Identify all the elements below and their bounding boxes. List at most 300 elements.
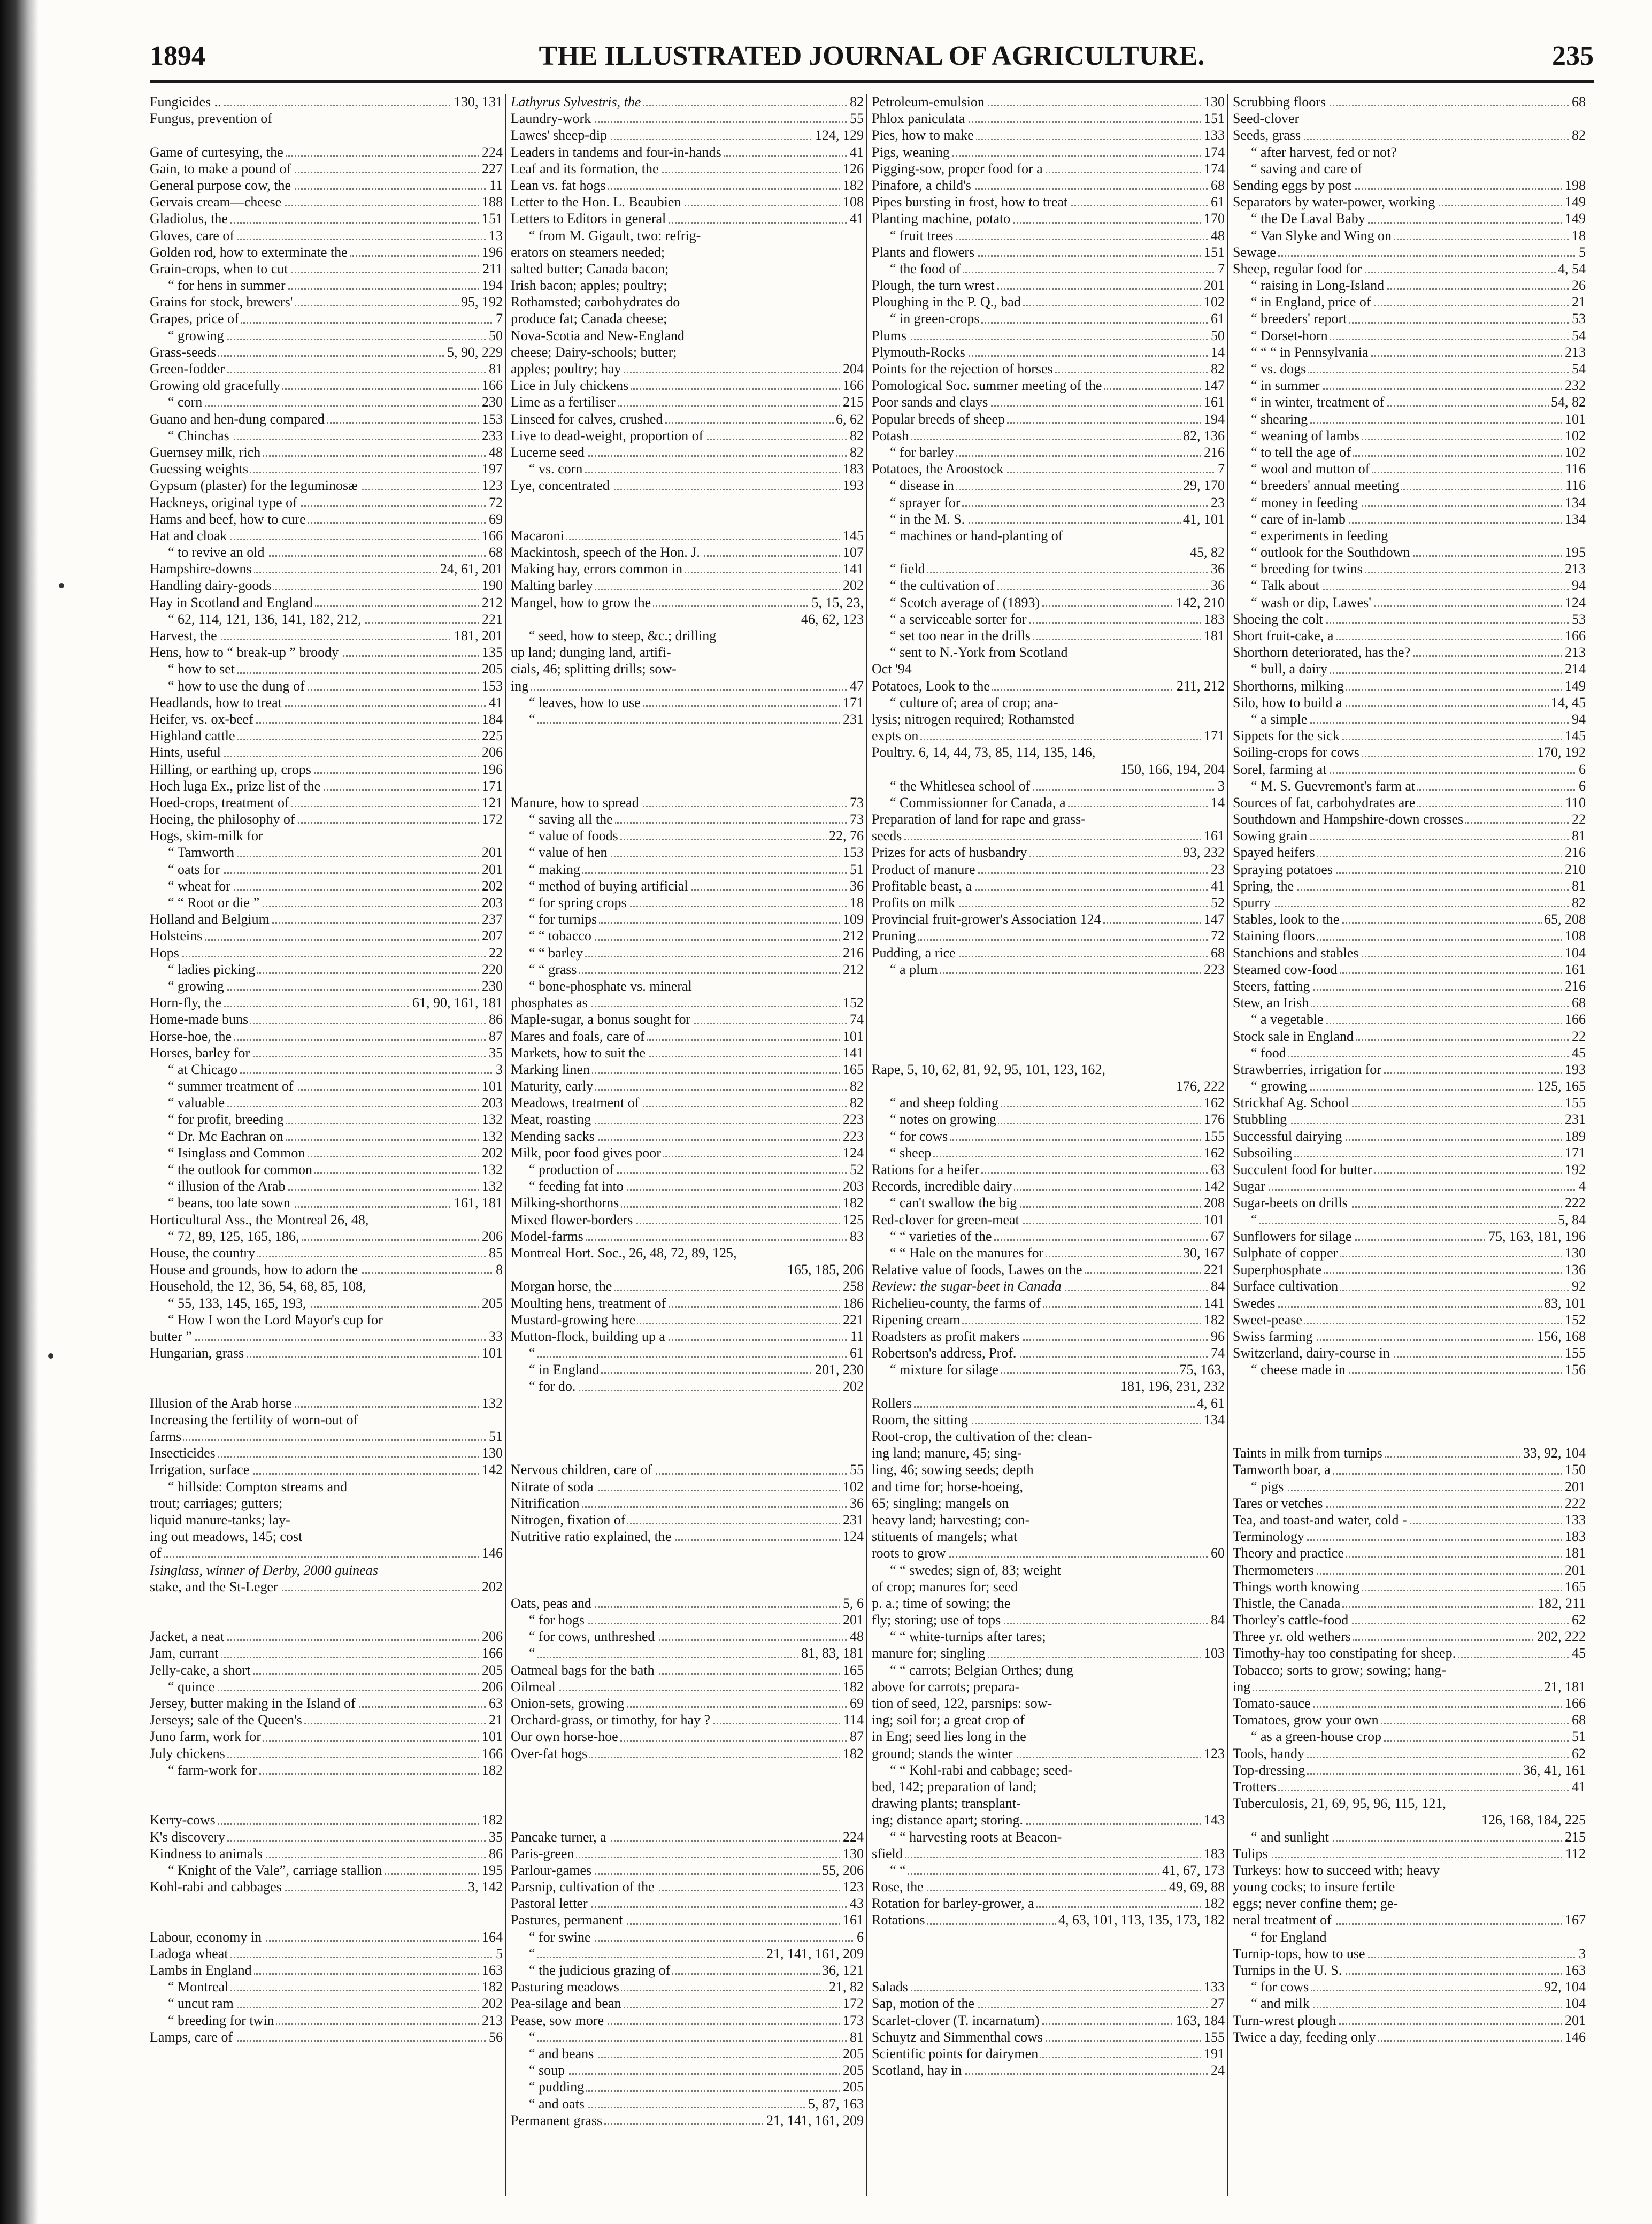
index-entry: [872, 1061, 1225, 1078]
entry-text: Jersey, butter making in the Island of: [150, 1696, 358, 1711]
index-entry: [872, 1878, 1225, 1895]
entry-text: Mackintosh, speech of the Hon. J.: [511, 545, 702, 560]
entry-text: Tares or vetches: [1233, 1496, 1325, 1511]
entry-text: Potatoes, Look to the: [872, 678, 992, 694]
page-reference: 220: [480, 961, 503, 978]
index-entry: [1233, 1145, 1586, 1161]
entry-text: Tea, and toast-and water, cold -: [1233, 1512, 1409, 1528]
entry-text: “ the food of: [872, 261, 963, 277]
index-entry: [511, 678, 864, 694]
page-reference: 215: [1563, 1829, 1586, 1845]
index-entry: [1233, 1762, 1586, 1778]
page-reference: 181, 201: [452, 627, 503, 644]
page-reference: 96: [1209, 1328, 1225, 1345]
entry-text: “ Isinglass and Common: [150, 1145, 307, 1161]
entry-text: “ for turnips: [511, 911, 599, 927]
index-entry: [1233, 294, 1586, 310]
index-entry: [1233, 878, 1586, 894]
index-entry: [150, 861, 503, 878]
page-reference: 123: [841, 1878, 864, 1895]
index-entry: [150, 411, 503, 427]
page-reference: 153: [841, 844, 864, 861]
section-gap: [150, 1612, 503, 1628]
index-entry: [511, 961, 864, 978]
page-reference: 54: [1570, 361, 1586, 377]
page-reference: 161: [841, 1912, 864, 1928]
entry-text: “ sprayer for: [872, 495, 962, 510]
entry-text: Terminology: [1233, 1529, 1307, 1544]
index-entry: [1233, 711, 1586, 727]
index-entry: [1233, 1595, 1586, 1612]
entry-text: “ Van Slyke and Wing on: [1233, 228, 1394, 243]
entry-text: Provincial fruit-grower's Association 124: [872, 911, 1103, 927]
entry-text: Household, the 12, 36, 54, 68, 85, 108,: [150, 1278, 368, 1294]
entry-text: “ field: [872, 561, 927, 577]
index-entry: [872, 927, 1225, 944]
entry-text: Holsteins: [150, 928, 204, 944]
index-entry: [872, 1812, 1225, 1828]
page-reference: 46, 62, 123: [799, 611, 864, 627]
entry-text: “ “ harvesting roots at Beacon-: [872, 1829, 1064, 1845]
index-entry: [511, 1962, 864, 1978]
page-reference: 149: [1563, 210, 1586, 227]
page-reference: 155: [1563, 1094, 1586, 1111]
page-reference: 203: [841, 1178, 864, 1194]
entry-text: “ in England, price of: [1233, 294, 1373, 310]
page-reference: 147: [1202, 377, 1225, 394]
page-reference: 82: [848, 94, 864, 110]
entry-text: 65; singling; mangels on: [872, 1496, 1011, 1511]
index-entry: [150, 1845, 503, 1862]
page-reference: 146: [480, 1545, 503, 1561]
page-reference: 114: [841, 1712, 864, 1728]
entry-text: “ in green-crops: [872, 311, 981, 326]
entry-text: “ “ “ in Pennsylvania: [1233, 344, 1371, 360]
page-reference: 55: [848, 1461, 864, 1478]
entry-text: “ cheese made in: [1233, 1362, 1348, 1377]
page-reference: 36, 41, 161: [1521, 1762, 1586, 1778]
page-reference: 110: [1563, 794, 1586, 811]
page-reference: 108: [841, 194, 864, 210]
entry-text: Hay in Scotland and England: [150, 595, 315, 610]
page-reference: 81: [1570, 878, 1586, 894]
index-entry: [150, 994, 503, 1011]
page-reference: 3, 142: [466, 1878, 503, 1895]
entry-text: Pastoral letter: [511, 1896, 590, 1911]
index-entry: [511, 2079, 864, 2095]
entry-text: “ pudding: [511, 2079, 586, 2095]
page-reference: 230: [480, 978, 503, 994]
index-entry: [511, 577, 864, 594]
page-reference: 208: [1202, 1194, 1225, 1211]
entry-text: ing; distance apart; storing.: [872, 1812, 1025, 1828]
page-reference: 166: [1563, 1011, 1586, 1027]
index-entry: [1233, 1962, 1586, 1978]
page-reference: 5: [494, 1945, 503, 1962]
page-reference: 61, 90, 161, 181: [410, 994, 503, 1011]
index-entry: [1233, 160, 1586, 177]
page-reference: 36: [1209, 577, 1225, 594]
page-reference: 21: [1570, 294, 1586, 310]
entry-text: Review: the sugar-beet in Canada: [872, 1278, 1064, 1294]
index-entry: [150, 1261, 503, 1278]
index-entry: [511, 1178, 864, 1194]
index-entry: [1233, 310, 1586, 327]
index-entry: [511, 1295, 864, 1312]
entry-text: Holland and Belgium: [150, 911, 272, 927]
index-entry: [511, 1612, 864, 1628]
page-reference: 191: [1202, 2045, 1225, 2062]
entry-text: Taints in milk from turnips: [1233, 1445, 1385, 1461]
entry-text: “: [511, 1345, 537, 1361]
entry-text: Silo, how to build a: [1233, 695, 1344, 710]
index-entry: [511, 811, 864, 827]
index-entry: [150, 561, 503, 577]
index-entry: [150, 1245, 503, 1261]
index-entry: [872, 594, 1225, 611]
page-reference: 22: [1570, 1028, 1586, 1045]
section-gap: [511, 778, 864, 794]
index-entry: [511, 177, 864, 194]
page-reference: 197: [480, 461, 503, 477]
entry-text: Pies, how to make: [872, 127, 976, 143]
page-reference: 104: [1563, 945, 1586, 961]
page-reference: 14, 45: [1549, 694, 1586, 711]
index-entry: [511, 1328, 864, 1345]
entry-text: Tomatoes, grow your own: [1233, 1712, 1381, 1728]
index-entry: [511, 1261, 864, 1278]
entry-text: “ the De Laval Baby: [1233, 211, 1367, 226]
entry-text: Grain-crops, when to cut: [150, 261, 290, 277]
page-reference: 161: [1202, 827, 1225, 844]
page-reference: 163: [480, 1962, 503, 1978]
index-entry: [150, 827, 503, 844]
entry-text: Horse-hoe, the: [150, 1029, 234, 1044]
page-reference: 211: [480, 260, 503, 277]
index-entry: [511, 1094, 864, 1111]
entry-text: “ a plum: [872, 962, 940, 977]
entry-text: “ 62, 114, 121, 136, 141, 182, 212,: [150, 611, 364, 627]
entry-text: Nervous children, care of: [511, 1462, 654, 1477]
section-gap: [872, 1929, 1225, 1945]
index-entry: [150, 811, 503, 827]
entry-text: Fungicides ..: [150, 94, 224, 110]
page-reference: 125, 165: [1535, 1078, 1586, 1094]
entry-text: Hogs, skim-milk for: [150, 828, 265, 843]
entry-text: Golden rod, how to exterminate the: [150, 244, 350, 260]
entry-text: Scarlet-clover (T. incarnatum): [872, 2013, 1042, 2028]
index-column-2: [511, 94, 864, 2196]
entry-text: of crop; manures for; seed: [872, 1579, 1020, 1594]
index-entry: [150, 1128, 503, 1145]
entry-text: “ for England: [1233, 1929, 1329, 1945]
entry-text: neral treatment of: [1233, 1912, 1334, 1928]
index-entry: [1233, 945, 1586, 961]
index-entry: [872, 1528, 1225, 1545]
index-entry: [511, 694, 864, 711]
entry-text: Robertson's address, Prof.: [872, 1345, 1018, 1361]
index-entry: [150, 1345, 503, 1361]
entry-text: “ sent to N.-York from Scotland: [872, 645, 1070, 660]
index-entry: [872, 844, 1225, 861]
page-reference: 156: [1563, 1361, 1586, 1378]
index-entry: [1233, 1878, 1586, 1895]
entry-text: Horses, barley for: [150, 1045, 252, 1061]
page-reference: 203: [480, 1094, 503, 1111]
index-entry: [872, 678, 1225, 694]
index-entry: [150, 1862, 503, 1878]
index-entry: [872, 1328, 1225, 1345]
entry-text: “ breeding for twin: [150, 2013, 276, 2028]
entry-text: manure for; singling: [872, 1645, 987, 1661]
entry-text: Thistle, the Canada: [1233, 1596, 1342, 1611]
section-gap: [511, 494, 864, 511]
index-entry: [511, 1061, 864, 1078]
index-entry: [872, 1545, 1225, 1561]
page-reference: 47: [848, 678, 864, 694]
index-entry: [511, 1378, 864, 1394]
page-reference: 161, 181: [452, 1194, 503, 1211]
entry-text: Profits on milk: [872, 895, 957, 910]
page-reference: 61: [848, 1345, 864, 1361]
entry-text: Irish bacon; apples; poultry;: [511, 278, 669, 293]
index-entry: [511, 310, 864, 327]
dot-leader: [872, 739, 1225, 740]
index-entry: [1233, 978, 1586, 994]
entry-text: “ value of foods: [511, 828, 620, 843]
page-reference: 68: [1570, 94, 1586, 110]
entry-text: Tuberculosis, 21, 69, 95, 96, 115, 121,: [1233, 1796, 1448, 1811]
index-entry: [872, 1578, 1225, 1595]
page-reference: 165: [1563, 1578, 1586, 1595]
page-reference: 45: [1570, 1045, 1586, 1061]
entry-text: Scrubbing floors: [1233, 94, 1328, 110]
entry-text: Tools, handy: [1233, 1746, 1307, 1761]
page-reference: 150: [1563, 1461, 1586, 1478]
page-reference: 85: [487, 1245, 503, 1261]
page-reference: 126, 168, 184, 225: [1479, 1812, 1586, 1828]
entry-text: Pancake turner, a: [511, 1829, 609, 1845]
index-entry: [872, 1662, 1225, 1678]
entry-text: “ a vegetable: [1233, 1011, 1326, 1027]
entry-text: Stock sale in England: [1233, 1029, 1356, 1044]
page-reference: 151: [1202, 110, 1225, 127]
page-reference: 134: [1563, 494, 1586, 511]
index-entry: [511, 827, 864, 844]
entry-text: “ to revive an old: [150, 545, 267, 560]
page-reference: 133: [1202, 1978, 1225, 1995]
entry-text: of: [150, 1545, 164, 1561]
entry-text: Rations for a heifer: [872, 1162, 981, 1177]
section-gap: [1233, 1395, 1586, 1412]
entry-text: young cocks; to insure fertile: [1233, 1879, 1397, 1895]
entry-text: Subsoiling: [1233, 1145, 1294, 1161]
index-entry: [872, 2045, 1225, 2062]
index-entry: [872, 1361, 1225, 1378]
index-entry: [150, 1178, 503, 1194]
entry-text: “ soup: [511, 2062, 567, 2078]
dot-leader: [1233, 1189, 1586, 1191]
index-entry: [150, 277, 503, 294]
index-entry: [872, 127, 1225, 143]
entry-text: Harvest, the: [150, 628, 219, 643]
entry-text: Gladiolus, the: [150, 211, 230, 226]
index-entry: [511, 1829, 864, 1845]
index-entry: [1233, 1728, 1586, 1745]
entry-text: salted butter; Canada bacon;: [511, 261, 671, 277]
entry-text: “: [511, 1645, 537, 1661]
index-entry: [1233, 1228, 1586, 1245]
page-reference: 221: [1202, 1261, 1225, 1278]
page-reference: 201: [1563, 1562, 1586, 1578]
index-entry: [150, 1695, 503, 1712]
index-entry: [150, 344, 503, 361]
ink-speck: [48, 1353, 53, 1359]
entry-text: Nutritive ratio explained, the: [511, 1529, 673, 1544]
index-entry: [872, 94, 1225, 110]
index-entry: [1233, 1328, 1586, 1345]
entry-text: Hens, how to “ break-up ” broody: [150, 645, 341, 660]
index-entry: [872, 794, 1225, 811]
page-reference: 161: [1563, 961, 1586, 978]
index-entry: [872, 1211, 1225, 1228]
entry-text: fly; storing; use of tops: [872, 1612, 1003, 1628]
entry-text: Three yr. old wethers: [1233, 1629, 1353, 1644]
page-reference: 165: [841, 1662, 864, 1678]
page-reference: 130, 131: [452, 94, 503, 110]
page-reference: 124: [1563, 594, 1586, 611]
index-entry: [511, 461, 864, 477]
page-reference: 231: [841, 1512, 864, 1528]
entry-text: roots to grow: [872, 1545, 948, 1561]
entry-text: Relative value of foods, Lawes on the: [872, 1262, 1085, 1277]
index-entry: [872, 327, 1225, 344]
index-entry: [511, 1128, 864, 1145]
index-entry: [511, 711, 864, 727]
index-entry: [511, 527, 864, 544]
entry-text: Pastures, permanent: [511, 1912, 625, 1928]
page-reference: 207: [480, 927, 503, 944]
index-entry: [872, 260, 1225, 277]
page-reference: 171: [480, 778, 503, 794]
index-entry: [150, 1995, 503, 2012]
page-reference: 196: [480, 244, 503, 260]
page-reference: 202: [480, 878, 503, 894]
index-entry: [150, 2029, 503, 2045]
dot-leader: [150, 1339, 503, 1341]
page-reference: 196: [480, 761, 503, 778]
entry-text: “ in summer: [1233, 378, 1322, 393]
index-entry: [1233, 494, 1586, 511]
page-reference: 18: [848, 894, 864, 911]
entry-text: “ How I won the Lord Mayor's cup for: [150, 1312, 385, 1328]
page-reference: 104: [1563, 1995, 1586, 2012]
index-entry: [150, 878, 503, 894]
index-entry: [1233, 1178, 1586, 1194]
index-entry: [1233, 627, 1586, 644]
entry-text: “ ladies picking: [150, 962, 257, 977]
entry-text: “ making: [511, 862, 582, 877]
index-entry: [1233, 594, 1586, 611]
page-reference: 5: [1577, 244, 1586, 260]
section-gap: [150, 1895, 503, 1912]
index-entry: [150, 711, 503, 727]
index-entry: [872, 1094, 1225, 1111]
page-reference: 172: [480, 811, 503, 827]
index-entry: [511, 1862, 864, 1878]
page-reference: 150, 166, 194, 204: [1118, 761, 1225, 778]
page-reference: 133: [1563, 1512, 1586, 1528]
index-entry: [872, 377, 1225, 394]
dot-leader: [1233, 255, 1586, 257]
index-entry: [150, 1978, 503, 1995]
section-gap: [511, 761, 864, 778]
page-reference: 103: [1202, 1645, 1225, 1661]
entry-text: Red-clover for green-meat: [872, 1212, 1021, 1228]
entry-text: Maturity, early: [511, 1078, 595, 1094]
index-entry: [872, 177, 1225, 194]
entry-text: Mares and foals, care of: [511, 1029, 647, 1044]
index-entry: [150, 778, 503, 794]
index-entry: [511, 561, 864, 577]
index-entry: [1233, 761, 1586, 778]
entry-text: “ “ Root or die ”: [150, 895, 262, 910]
page-reference: 198: [1563, 177, 1586, 194]
index-entry: [511, 394, 864, 410]
section-gap: [511, 1395, 864, 1412]
index-entry: [1233, 327, 1586, 344]
entry-text: “ from M. Gigault, two: refrig-: [511, 228, 703, 243]
index-entry: [511, 1728, 864, 1745]
entry-text: ground; stands the winter: [872, 1746, 1015, 1761]
entry-text: Growing old gracefully: [150, 378, 282, 393]
entry-text: Stew, an Irish: [1233, 995, 1311, 1010]
index-entry: [511, 110, 864, 127]
index-entry: [1233, 1061, 1586, 1078]
entry-text: Thermometers: [1233, 1562, 1316, 1578]
page-reference: 72: [487, 494, 503, 511]
index-entry: [150, 260, 503, 277]
entry-text: Parsnip, cultivation of the: [511, 1879, 657, 1895]
section-gap: [511, 1412, 864, 1428]
entry-text: Turn-wrest plough: [1233, 2013, 1338, 2028]
index-entry: [511, 1078, 864, 1094]
column-divider: [866, 94, 867, 2196]
page-reference: 181: [1202, 627, 1225, 644]
entry-text: erators on steamers needed;: [511, 244, 667, 260]
section-gap: [511, 1578, 864, 1595]
index-entry: [150, 611, 503, 627]
index-entry: [511, 144, 864, 160]
index-entry: [511, 1211, 864, 1228]
index-entry: [872, 744, 1225, 761]
section-gap: [511, 1545, 864, 1561]
entry-text: “ corn: [150, 394, 204, 410]
index-entry: [150, 144, 503, 160]
entry-text: “ growing: [1233, 1078, 1309, 1094]
index-entry: [150, 227, 503, 244]
entry-text: and time for; horse-hoeing,: [872, 1479, 1025, 1494]
page-reference: 202: [841, 1378, 864, 1394]
page-reference: 210: [1563, 861, 1586, 878]
index-entry: [150, 394, 503, 410]
index-entry: [872, 527, 1225, 544]
index-entry: [150, 911, 503, 927]
page-reference: 188: [480, 194, 503, 210]
page-reference: 36: [1209, 561, 1225, 577]
page-reference: 63: [1209, 1161, 1225, 1178]
index-entry: [1233, 1995, 1586, 2012]
